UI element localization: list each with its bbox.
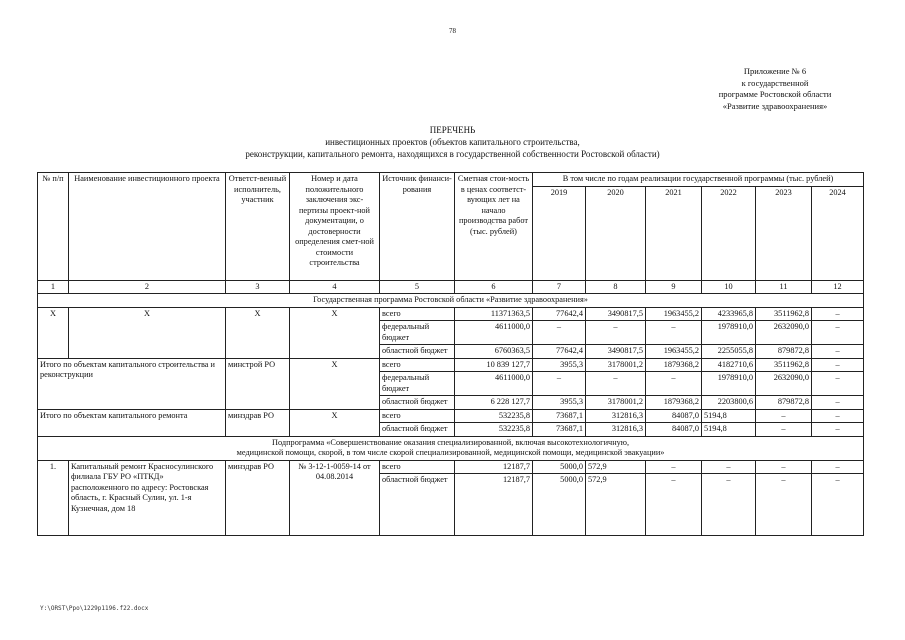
column-number: 4 <box>290 280 380 294</box>
cell-cost: 4611000,0 <box>455 321 533 345</box>
cell-value: 1879368,2 <box>646 358 702 372</box>
cell-source: областной бюджет <box>380 345 455 359</box>
header-years-group: В том числе по годам реализации государственной программы (тыс. рублей) <box>533 173 864 187</box>
column-numbers-row <box>38 280 864 294</box>
cell-value: – <box>812 423 864 437</box>
cell-source: областной бюджет <box>380 423 455 437</box>
cell-value: – <box>756 423 812 437</box>
cell-executor: минздрав РО <box>226 460 290 536</box>
cell-value: 3178001,2 <box>586 396 646 410</box>
header-year: 2019 <box>533 186 586 280</box>
cell-value: – <box>702 460 756 474</box>
column-number: 12 <box>812 280 864 294</box>
cell-value: 3511962,8 <box>756 307 812 321</box>
cell-value: – <box>586 372 646 396</box>
title-heading: ПЕРЕЧЕНЬ <box>429 125 476 135</box>
column-number: 2 <box>69 280 226 294</box>
cell-value: – <box>533 321 586 345</box>
cell-cost: 6 228 127,7 <box>455 396 533 410</box>
header-row <box>38 173 864 187</box>
cell-value: 5194,8 <box>702 409 756 423</box>
cell-source: всего <box>380 358 455 372</box>
column-number: 9 <box>646 280 702 294</box>
investment-projects-table <box>37 172 864 536</box>
cell-source: областной бюджет <box>380 396 455 410</box>
cell-value: 3955,3 <box>533 358 586 372</box>
cell-value: 2632090,0 <box>756 372 812 396</box>
cell-cost: 6760363,5 <box>455 345 533 359</box>
cell-expertise: № 3-12-1-0059-14 от 04.08.2014 <box>290 460 380 536</box>
cell-value: 3490817,5 <box>586 307 646 321</box>
table-row <box>38 409 864 423</box>
section-program-title: Государственная программа Ростовской области «Развитие здравоохранения» <box>38 294 864 308</box>
cell-expertise: X <box>290 358 380 409</box>
section-subprogram-title <box>38 436 864 460</box>
cell-value: 2255055,8 <box>702 345 756 359</box>
cell-value: – <box>812 460 864 474</box>
column-number: 11 <box>756 280 812 294</box>
appendix-line: к государственной <box>741 77 809 88</box>
cell-value: – <box>646 460 702 474</box>
column-number: 6 <box>455 280 533 294</box>
cell-cost: 12187,7 <box>455 460 533 474</box>
cell-value: 312816,3 <box>586 409 646 423</box>
cell-value: – <box>812 474 864 536</box>
cell-value: 3511962,8 <box>756 358 812 372</box>
cell-value: – <box>756 409 812 423</box>
cell-expertise: X <box>290 409 380 436</box>
cell-value: – <box>812 345 864 359</box>
cell-value: 312816,3 <box>586 423 646 437</box>
cell-value: – <box>812 372 864 396</box>
section-row <box>38 436 864 460</box>
cell-value: 5000,0 <box>533 460 586 474</box>
cell-value: 73687,1 <box>533 409 586 423</box>
cell-value: – <box>812 307 864 321</box>
cell-value: 84087,0 <box>646 409 702 423</box>
cell-value: 4182710,6 <box>702 358 756 372</box>
title-line: реконструкции, капитального ремонта, находящихся в государственной собственности Ростовской области) <box>245 149 660 159</box>
section-row <box>38 294 864 308</box>
cell-value: 1963455,2 <box>646 345 702 359</box>
cell-name: Итого по объектам капитального ремонта <box>38 409 226 436</box>
cell-executor: минстрой РО <box>226 358 290 409</box>
cell-value: – <box>702 474 756 536</box>
appendix-line: Приложение № 6 <box>743 66 807 76</box>
cell-source: федеральный бюджет <box>380 372 455 396</box>
header-year: 2022 <box>702 186 756 280</box>
cell-value: 3490817,5 <box>586 345 646 359</box>
subprogram-line: медицинской помощи, скорой, в том числе скорой специализированной, медицинской помощи, медицинской эвакуации» <box>236 448 665 457</box>
column-number: 1 <box>38 280 69 294</box>
cell-value: 5194,8 <box>702 423 756 437</box>
cell-cost: 4611000,0 <box>455 372 533 396</box>
cell-value: 572,9 <box>586 460 646 474</box>
cell-cost: 10 839 127,7 <box>455 358 533 372</box>
cell-value: 572,9 <box>586 474 646 536</box>
cell-cost: 532235,8 <box>455 423 533 437</box>
cell-executor: X <box>226 307 290 358</box>
header-cost: Сметная стои-мость в ценах соответст-вующих лет на начало производства работ (тыс. рублей) <box>455 173 533 281</box>
title-line: инвестиционных проектов (объектов капитального строительства, <box>325 137 580 147</box>
document-title <box>0 124 905 160</box>
header-source: Источник финанси-рования <box>380 173 455 281</box>
cell-value: 1978910,0 <box>702 372 756 396</box>
cell-value: 4233965,8 <box>702 307 756 321</box>
cell-value: – <box>533 372 586 396</box>
cell-expertise: X <box>290 307 380 358</box>
cell-value: 1978910,0 <box>702 321 756 345</box>
table-row <box>38 358 864 372</box>
cell-value: 77642,4 <box>533 345 586 359</box>
cell-value: – <box>812 358 864 372</box>
cell-value: – <box>646 474 702 536</box>
header-year: 2024 <box>812 186 864 280</box>
cell-value: 3178001,2 <box>586 358 646 372</box>
cell-num: 1. <box>38 460 69 536</box>
table-row <box>38 307 864 321</box>
column-number: 8 <box>586 280 646 294</box>
cell-value: – <box>756 474 812 536</box>
cell-value: – <box>812 396 864 410</box>
cell-value: 84087,0 <box>646 423 702 437</box>
column-number: 7 <box>533 280 586 294</box>
column-number: 5 <box>380 280 455 294</box>
appendix-note <box>690 66 860 112</box>
table-row <box>38 460 864 474</box>
cell-value: 3955,3 <box>533 396 586 410</box>
cell-value: – <box>586 321 646 345</box>
cell-source: всего <box>380 460 455 474</box>
cell-value: 2203800,6 <box>702 396 756 410</box>
cell-num: X <box>38 307 69 358</box>
appendix-line: «Развитие здравоохранения» <box>722 100 828 111</box>
cell-value: 879872,8 <box>756 345 812 359</box>
file-path-footer: Y:\ORST\Ppo\1229p1196.f22.docx <box>40 605 149 612</box>
cell-source: всего <box>380 409 455 423</box>
cell-source: областной бюджет <box>380 474 455 536</box>
column-number: 10 <box>702 280 756 294</box>
header-expertise: Номер и дата положительного заключения экс-пертизы проект-ной документации, о достоверности определения смет-ной стоимости строительства <box>290 173 380 281</box>
header-executor: Ответст-венный исполнитель, участник <box>226 173 290 281</box>
header-year: 2021 <box>646 186 702 280</box>
cell-source: всего <box>380 307 455 321</box>
cell-name: Итого по объектам капитального строительства и реконструкции <box>38 358 226 409</box>
cell-value: – <box>646 372 702 396</box>
cell-value: 5000,0 <box>533 474 586 536</box>
cell-cost: 12187,7 <box>455 474 533 536</box>
cell-value: 2632090,0 <box>756 321 812 345</box>
cell-name: X <box>69 307 226 358</box>
cell-value: – <box>812 321 864 345</box>
column-number: 3 <box>226 280 290 294</box>
cell-value: 1879368,2 <box>646 396 702 410</box>
cell-value: – <box>812 409 864 423</box>
subprogram-line: Подпрограмма «Совершенствование оказания специализированной, включая высокотехнологичную, <box>271 437 630 447</box>
cell-value: 73687,1 <box>533 423 586 437</box>
cell-value: 879872,8 <box>756 396 812 410</box>
cell-cost: 11371363,5 <box>455 307 533 321</box>
header-num: № п/п <box>38 173 69 281</box>
cell-value: – <box>646 321 702 345</box>
cell-source: федеральный бюджет <box>380 321 455 345</box>
cell-value: 77642,4 <box>533 307 586 321</box>
header-year: 2023 <box>756 186 812 280</box>
appendix-line: программе Ростовской области <box>718 89 832 99</box>
page-number: 78 <box>449 27 456 35</box>
cell-executor: минздрав РО <box>226 409 290 436</box>
cell-cost: 532235,8 <box>455 409 533 423</box>
cell-value: – <box>756 460 812 474</box>
cell-name: Капитальный ремонт Красносулинского филиала ГБУ РО «ПТКД» расположенного по адресу: Ростовская область, г. Красный Сулин, ул. 1-я Кузнечная, дом 18 <box>69 460 226 536</box>
cell-value: 1963455,2 <box>646 307 702 321</box>
header-name: Наименование инвестиционного проекта <box>69 173 226 281</box>
header-year: 2020 <box>586 186 646 280</box>
